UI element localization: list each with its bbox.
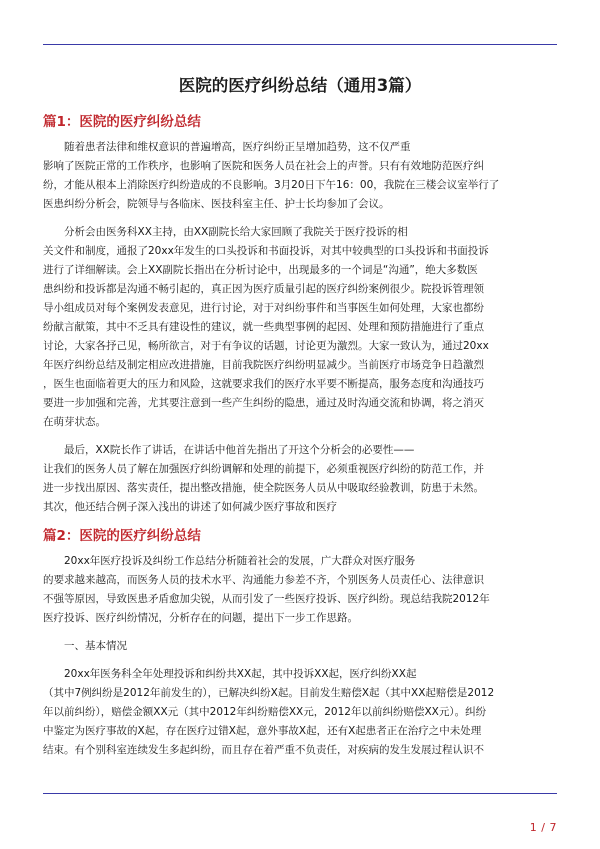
text-line: 进行了详细解读。会上XX副院长指出在分析讨论中，出现最多的一个词是“沟通”，绝大多数医 — [43, 264, 478, 276]
text-line: 年以前纠纷），赔偿金额XX元（其中2012年纠纷赔偿XX元，2012年以前纠纷赔偿XX元）。纠纷 — [43, 706, 487, 718]
footer-rule — [43, 793, 557, 794]
text-line: 进一步找出原因、落实责任，提出整改措施，使全院医务人员从中吸取经验教训，防患于未然。 — [43, 482, 484, 494]
page-number: 1 / 7 — [529, 821, 557, 834]
paragraph — [43, 637, 557, 656]
section-heading: 篇2：医院的医疗纠纷总结 — [43, 528, 201, 544]
text-line: 结束。有个别科室连续发生多起纠纷，而且存在着严重不负责任，对疾病的发生发展过程认识不 — [43, 744, 484, 756]
text-line: 要进一步加强和完善，尤其要注意到一些产生纠纷的隐患，通过及时沟通交流和协调，将之消灭 — [43, 397, 484, 409]
paragraph — [43, 552, 557, 628]
text-line: 20xx年医务科全年处理投诉和纠纷共XX起，其中投诉XX起，医疗纠纷XX起 — [64, 668, 417, 680]
text-line: 不强等原因，导致医患矛盾愈加尖锐，从而引发了一些医疗投诉、医疗纠纷。现总结我院2012年 — [43, 593, 490, 605]
paragraph — [43, 441, 557, 517]
text-line: 分析会由医务科XX主持，由XX副院长给大家回顾了我院关于医疗投诉的相 — [64, 226, 408, 238]
text-line: 讨论，大家各抒己见，畅所欲言，对于有争议的话题，讨论更为激烈。大家一致认为，通过20xx — [43, 340, 489, 352]
text-line: 医疗投诉、医疗纠纷情况，分析存在的问题，提出下一步工作思路。 — [43, 612, 358, 624]
paragraph — [43, 138, 557, 214]
text-line: （其中7例纠纷是2012年前发生的），已解决纠纷X起。目前发生赔偿X起（其中XX起赔偿是2012 — [43, 687, 495, 699]
text-line: 随着患者法律和维权意识的普遍增高，医疗纠纷正呈增加趋势，这不仅严重 — [64, 141, 411, 153]
text-line: 让我们的医务人员了解在加强医疗纠纷调解和处理的前提下，必须重视医疗纠纷的防范工作，并 — [43, 463, 484, 475]
header-rule — [43, 44, 557, 45]
text-line: 一、基本情况 — [64, 640, 127, 652]
document-body — [43, 74, 557, 769]
paragraph — [43, 665, 557, 760]
paragraph — [43, 223, 557, 432]
text-line: 最后，XX院长作了讲话，在讲话中他首先指出了开这个分析会的必要性—— — [64, 444, 415, 456]
text-line: 20xx年医疗投诉及纠纷工作总结分析随着社会的发展，广大群众对医疗服务 — [64, 555, 416, 567]
text-line: 纷献言献策，其中不乏具有建设性的建议，就一些典型事例的起因、处理和预防措施进行了重点 — [43, 321, 484, 333]
text-line: 纷，才能从根本上消除医疗纠纷造成的不良影响。3月20日下午16：00，我院在三楼会议室举行了 — [43, 179, 500, 191]
text-line: 影响了医院正常的工作秩序，也影响了医院和医务人员在社会上的声誉。只有有效地防范医疗纠 — [43, 160, 484, 172]
text-line: 医患纠纷分析会，院领导与各临床、医技科室主任、护士长均参加了会议。 — [43, 198, 390, 210]
text-line: 中鉴定为医疗事故的X起，存在医疗过错X起，意外事故X起，还有X起患者正在治疗之中未处理 — [43, 725, 482, 737]
section-heading: 篇1：医院的医疗纠纷总结 — [43, 114, 201, 130]
text-line: 患纠纷和投诉都是沟通不畅引起的，真正因为医疗质量引起的医疗纠纷案例很少。院投诉管理领 — [43, 283, 484, 295]
document-title: 医院的医疗纠纷总结（通用3篇） — [178, 76, 422, 95]
text-line: 年医疗纠纷总结及制定相应改进措施，目前我院医疗纠纷明显减少。当前医疗市场竞争日趋激烈 — [43, 359, 484, 371]
text-line: ，医生也面临着更大的压力和风险，这就要求我们的医疗水平要不断提高，服务态度和沟通技巧 — [43, 378, 484, 390]
text-line: 其次，他还结合例子深入浅出的讲述了如何减少医疗事故和医疗 — [43, 501, 337, 513]
text-line: 在萌芽状态。 — [43, 416, 106, 428]
text-line: 导小组成员对每个案例发表意见，进行讨论，对于对纠纷事件和当事医生如何处理，大家也都纷 — [43, 302, 484, 314]
document-sections — [43, 112, 557, 760]
text-line: 关文件和制度，通报了20xx年发生的口头投诉和书面投诉，对其中较典型的口头投诉和书面投诉 — [43, 245, 489, 257]
text-line: 的要求越来越高，而医务人员的技术水平、沟通能力参差不齐，个别医务人员责任心、法律意识 — [43, 574, 484, 586]
